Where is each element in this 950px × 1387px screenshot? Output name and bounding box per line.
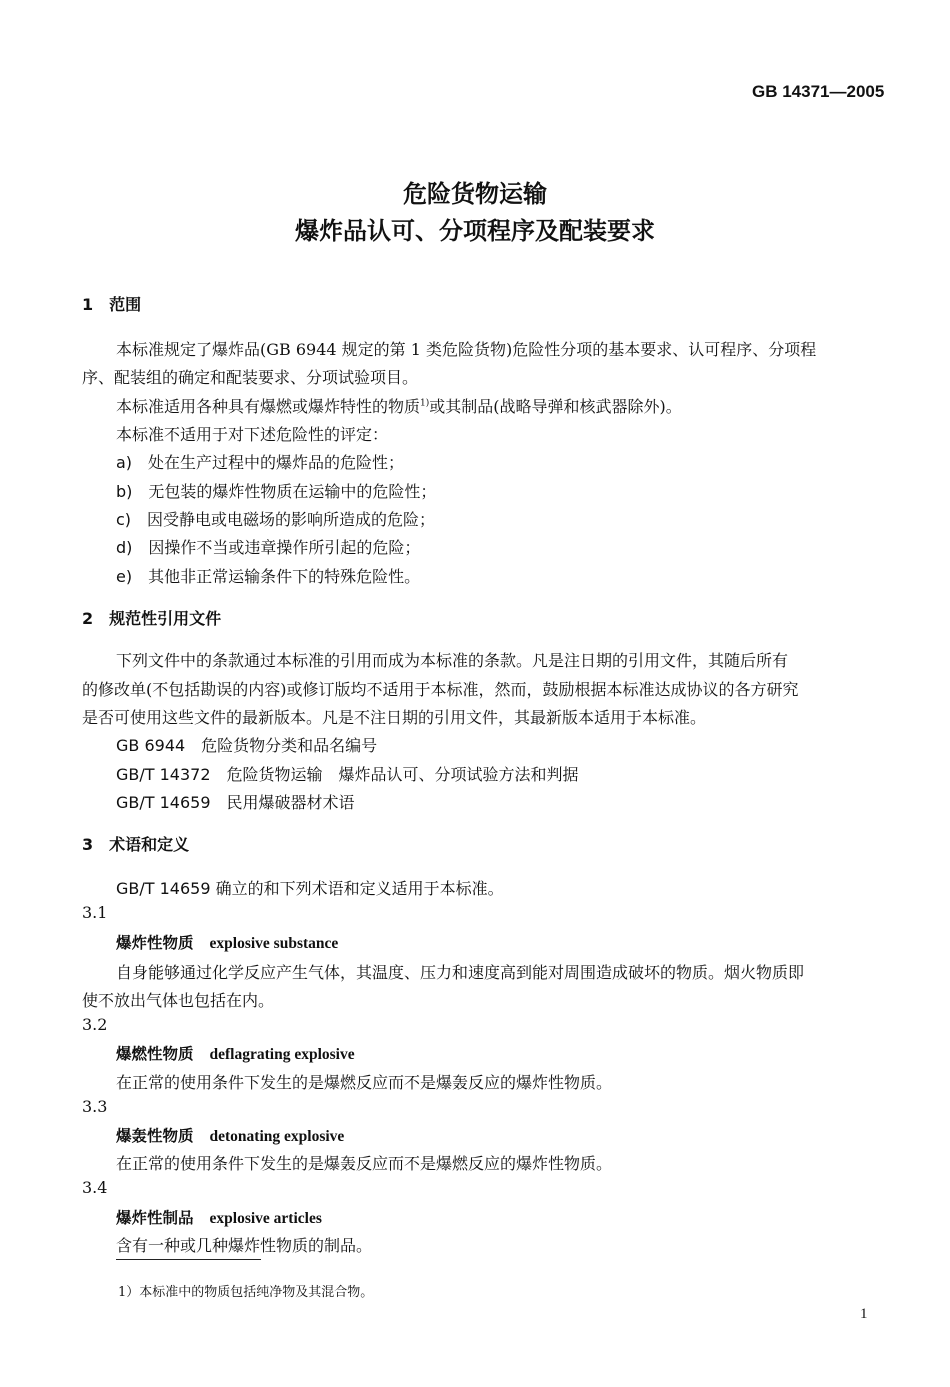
list-item-b: b) 无包装的爆炸性物质在运输中的危险性； (116, 482, 437, 501)
list-item-d: d) 因操作不当或违章操作所引起的危险； (116, 538, 421, 557)
term-number: 3.2 (82, 1015, 108, 1034)
section-1-para1-line1: 本标准规定了爆炸品(GB 6944 规定的第 1 类危险货物)危险性分项的基本要求、认可程序、分项程 (116, 340, 817, 359)
section-1-heading: 1 范围 (82, 295, 142, 314)
para2-text-end: 或其制品(战略导弹和核武器除外)。 (429, 397, 682, 416)
para2-text: 本标准适用各种具有爆燃或爆炸特性的物质 (116, 397, 421, 416)
title-line-1: 危险货物运输 (403, 180, 547, 208)
term-definition-line1: 含有一种或几种爆炸性物质的制品。 (116, 1236, 373, 1255)
term-heading (116, 1206, 322, 1228)
reference-3: GB/T 14659 民用爆破器材术语 (116, 793, 355, 812)
footnote: 1）本标准中的物质包括纯净物及其混合物。 (118, 1285, 374, 1300)
title-line-2: 爆炸品认可、分项程序及配装要求 (295, 217, 655, 245)
section-2-para-line2: 的修改单(不包括勘误的内容)或修订版均不适用于本标准，然而，鼓励根据本标准达成协议的各方研究 (82, 680, 799, 699)
reference-2: GB/T 14372 危险货物运输 爆炸品认可、分项试验方法和判据 (116, 765, 579, 784)
footnote-ref: 1) (420, 398, 430, 409)
standard-number: GB 14371—2005 (752, 82, 885, 101)
term-number: 3.3 (82, 1097, 108, 1116)
page-number: 1 (860, 1306, 868, 1322)
term-zh: 爆炸性制品 (116, 1209, 194, 1227)
term-heading (116, 1124, 344, 1146)
term-definition-line1: 在正常的使用条件下发生的是爆燃反应而不是爆轰反应的爆炸性物质。 (116, 1073, 613, 1092)
term-zh: 爆轰性物质 (116, 1127, 194, 1145)
list-item-e: e) 其他非正常运输条件下的特殊危险性。 (116, 567, 421, 586)
list-item-c: c) 因受静电或电磁场的影响所造成的危险； (116, 510, 436, 529)
section-2-para-line3: 是否可使用这些文件的最新版本。凡是不注日期的引用文件，其最新版本适用于本标准。 (82, 708, 707, 727)
section-3-heading: 3 术语和定义 (82, 835, 190, 854)
section-3-intro: GB/T 14659 确立的和下列术语和定义适用于本标准。 (116, 879, 504, 898)
section-1-para2 (116, 394, 682, 417)
term-zh: 爆燃性物质 (116, 1045, 194, 1063)
section-1-para1-line2: 序、配装组的确定和配装要求、分项试验项目。 (82, 368, 419, 387)
term-heading (116, 931, 338, 953)
footnote-divider (116, 1259, 261, 1260)
term-en: deflagrating explosive (209, 1046, 355, 1063)
reference-1: GB 6944 危险货物分类和品名编号 (116, 736, 378, 755)
term-definition-line1: 在正常的使用条件下发生的是爆轰反应而不是爆燃反应的爆炸性物质。 (116, 1154, 613, 1173)
term-definition-line1: 自身能够通过化学反应产生气体，其温度、压力和速度高到能对周围造成破坏的物质。烟火物质即 (116, 963, 805, 982)
term-zh: 爆炸性物质 (116, 934, 194, 952)
term-number: 3.4 (82, 1178, 108, 1197)
section-2-para-line1: 下列文件中的条款通过本标准的引用而成为本标准的条款。凡是注日期的引用文件，其随后所有 (116, 651, 789, 670)
term-number: 3.1 (82, 903, 108, 922)
list-item-a: a) 处在生产过程中的爆炸品的危险性； (116, 453, 405, 472)
section-1-para3: 本标准不适用于对下述危险性的评定： (116, 425, 389, 444)
term-definition-line2: 使不放出气体也包括在内。 (82, 991, 275, 1010)
term-en: explosive articles (209, 1210, 322, 1227)
section-2-heading: 2 规范性引用文件 (82, 609, 222, 628)
term-heading (116, 1042, 355, 1064)
term-en: detonating explosive (209, 1128, 345, 1145)
term-en: explosive substance (209, 935, 339, 952)
